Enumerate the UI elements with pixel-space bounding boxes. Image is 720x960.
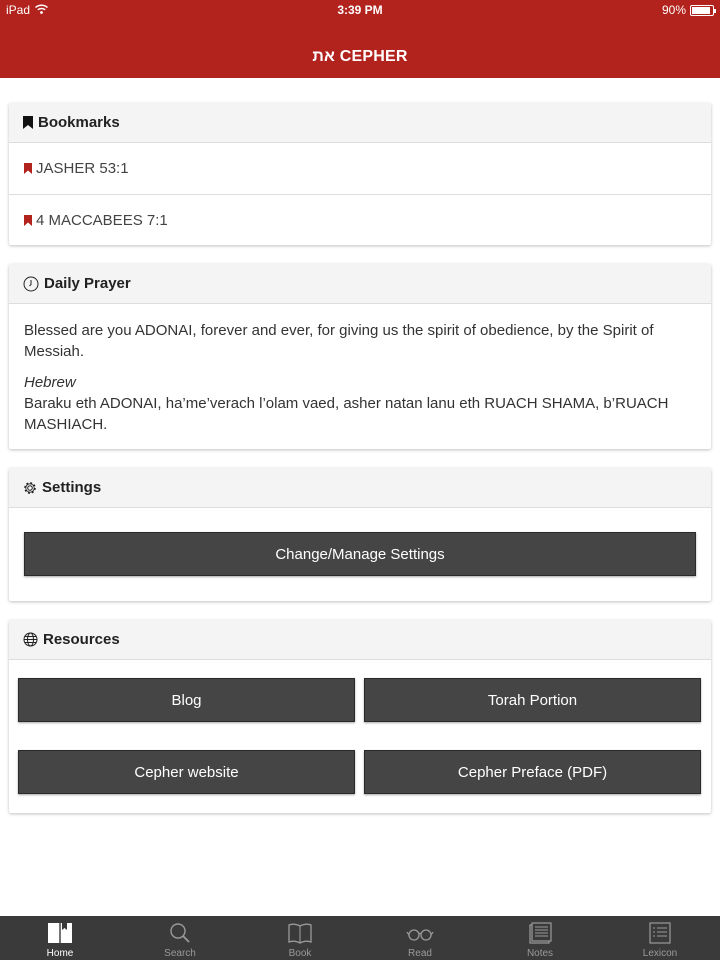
bookmark-ribbon-icon xyxy=(24,163,32,174)
globe-icon xyxy=(23,632,38,647)
tab-label: Notes xyxy=(526,948,554,959)
page-title: את CEPHER xyxy=(312,48,408,65)
bookmark-item[interactable] xyxy=(9,143,711,194)
resources-title: Resources xyxy=(43,631,120,648)
bookmark-item[interactable] xyxy=(9,194,711,245)
settings-title: Settings xyxy=(42,479,102,496)
tab-label: Book xyxy=(288,948,312,959)
tab-label: Read xyxy=(408,948,432,959)
cepher-website-button[interactable]: Cepher website xyxy=(18,750,355,794)
cepher-preface-pdf-button[interactable]: Cepher Preface (PDF) xyxy=(364,750,701,794)
settings-header xyxy=(9,468,711,508)
app-header xyxy=(0,0,720,78)
tab-lexicon[interactable] xyxy=(600,916,720,960)
prayer-hebrew: Baraku eth ADONAI, ha’me’verach l’olam vaed, asher natan lanu eth RUACH SHAMA, b’RUACH MASHIACH. xyxy=(24,395,669,433)
daily-prayer-header xyxy=(9,264,711,304)
glasses-icon xyxy=(406,922,434,948)
tab-book[interactable] xyxy=(240,916,360,960)
torah-portion-button[interactable]: Torah Portion xyxy=(364,678,701,722)
book-icon xyxy=(287,922,313,948)
gear-icon xyxy=(23,481,37,495)
bookmark-label: JASHER 53:1 xyxy=(36,160,129,177)
bookmarks-title: Bookmarks xyxy=(38,114,120,131)
resources-header xyxy=(9,620,711,660)
battery-percent: 90% xyxy=(661,3,686,17)
status-time: 3:39 PM xyxy=(337,3,383,17)
notes-icon xyxy=(527,922,553,948)
settings-card xyxy=(9,468,711,601)
bookmarks-header xyxy=(9,103,711,143)
tab-home[interactable] xyxy=(0,916,120,960)
tab-search[interactable] xyxy=(120,916,240,960)
bookmark-ribbon-icon xyxy=(24,215,32,226)
lexicon-icon xyxy=(647,922,673,948)
battery-icon xyxy=(690,5,714,16)
device-name: iPad xyxy=(6,3,31,17)
tab-bar xyxy=(0,916,720,960)
clock-icon xyxy=(23,276,39,292)
tab-label: Lexicon xyxy=(642,948,678,959)
prayer-english: Blessed are you ADONAI, forever and ever, for giving us the spirit of obedience, by the Spirit of Messiah. xyxy=(24,322,654,360)
bookmarks-card xyxy=(9,103,711,245)
tab-read[interactable] xyxy=(360,916,480,960)
status-bar xyxy=(0,0,720,20)
search-icon xyxy=(167,922,193,948)
home-book-icon xyxy=(47,922,73,948)
bookmark-label: 4 MACCABEES 7:1 xyxy=(36,211,168,229)
prayer-hebrew-label: Hebrew xyxy=(24,374,76,391)
change-manage-settings-button[interactable]: Change/Manage Settings xyxy=(24,532,696,576)
blog-button[interactable]: Blog xyxy=(18,678,355,722)
tab-label: Search xyxy=(164,948,196,959)
bookmark-icon xyxy=(23,116,33,129)
daily-prayer-title: Daily Prayer xyxy=(44,275,131,292)
tab-notes[interactable] xyxy=(480,916,600,960)
tab-label: Home xyxy=(46,948,74,959)
daily-prayer-card xyxy=(9,264,711,449)
resources-card xyxy=(9,620,711,813)
